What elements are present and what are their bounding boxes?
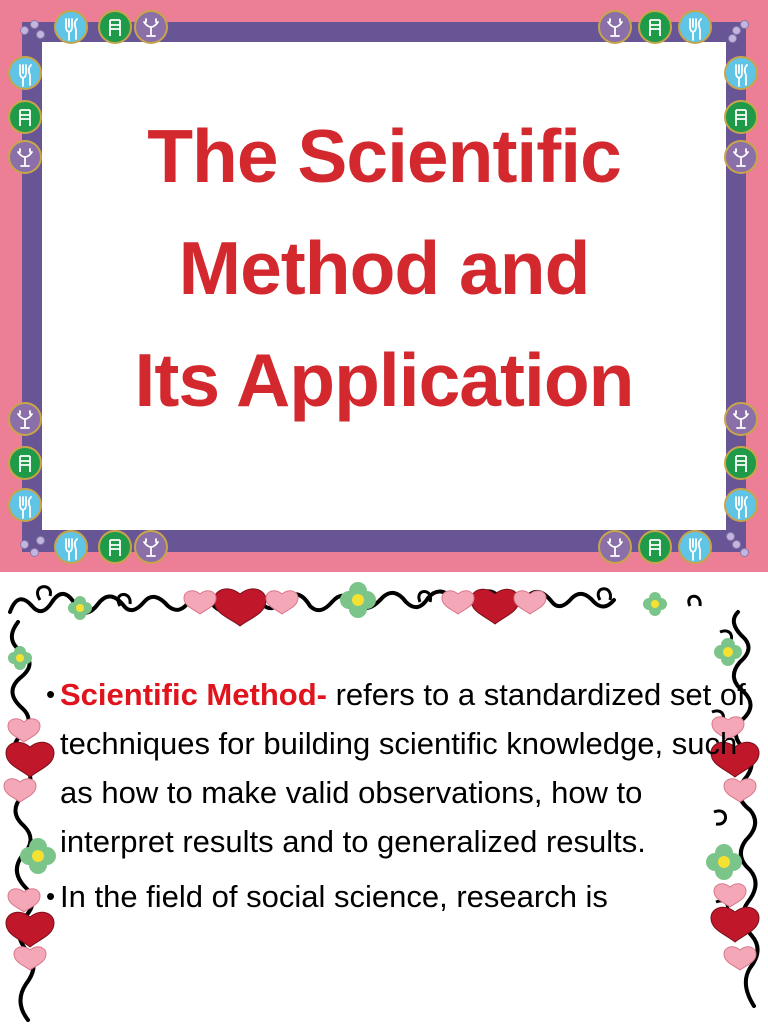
fork-spoon-medal-icon <box>724 488 758 522</box>
fork-spoon-medal-icon <box>54 530 88 564</box>
fork-spoon-medal-icon <box>8 56 42 90</box>
corner-dot <box>740 548 749 557</box>
title-line-1: The Scientific <box>147 114 621 198</box>
trophy-medal-icon <box>724 140 758 174</box>
corner-dot <box>20 26 29 35</box>
chair-medal-icon <box>8 100 42 134</box>
trophy-medal-icon <box>134 530 168 564</box>
fork-spoon-medal-icon <box>8 488 42 522</box>
corner-dot <box>728 34 737 43</box>
trophy-medal-icon <box>598 10 632 44</box>
chair-medal-icon <box>8 446 42 480</box>
trophy-medal-icon <box>8 402 42 436</box>
title-line-3: Its Application <box>134 338 634 422</box>
term-definition: refers to a standardized set of techniques for building scientific knowledge, such as how to make valid observations, how to interpret results and to generalized results. <box>60 677 746 859</box>
term-label: Scientific Method- <box>60 677 327 712</box>
corner-dot <box>726 532 735 541</box>
chair-medal-icon <box>724 446 758 480</box>
corner-dot <box>30 20 39 29</box>
fork-spoon-medal-icon <box>678 10 712 44</box>
trophy-medal-icon <box>724 402 758 436</box>
corner-dot <box>740 20 749 29</box>
content-bullets <box>60 670 760 921</box>
corner-dot <box>732 540 741 549</box>
chair-medal-icon <box>638 530 672 564</box>
trophy-medal-icon <box>598 530 632 564</box>
bullet-scientific-method <box>60 670 760 866</box>
chair-medal-icon <box>98 530 132 564</box>
corner-dot <box>36 536 45 545</box>
fork-spoon-medal-icon <box>724 56 758 90</box>
slide-title <box>42 100 726 436</box>
bullet-social-science: • In the field of social science, research is <box>60 872 760 921</box>
corner-dot <box>20 540 29 549</box>
chair-medal-icon <box>638 10 672 44</box>
title-line-2: Method and <box>178 226 590 310</box>
trophy-medal-icon <box>8 140 42 174</box>
chair-medal-icon <box>724 100 758 134</box>
chair-medal-icon <box>98 10 132 44</box>
corner-dot <box>36 30 45 39</box>
fork-spoon-medal-icon <box>54 10 88 44</box>
corner-dot <box>30 548 39 557</box>
content-slide <box>0 572 768 1024</box>
fork-spoon-medal-icon <box>678 530 712 564</box>
trophy-medal-icon <box>134 10 168 44</box>
